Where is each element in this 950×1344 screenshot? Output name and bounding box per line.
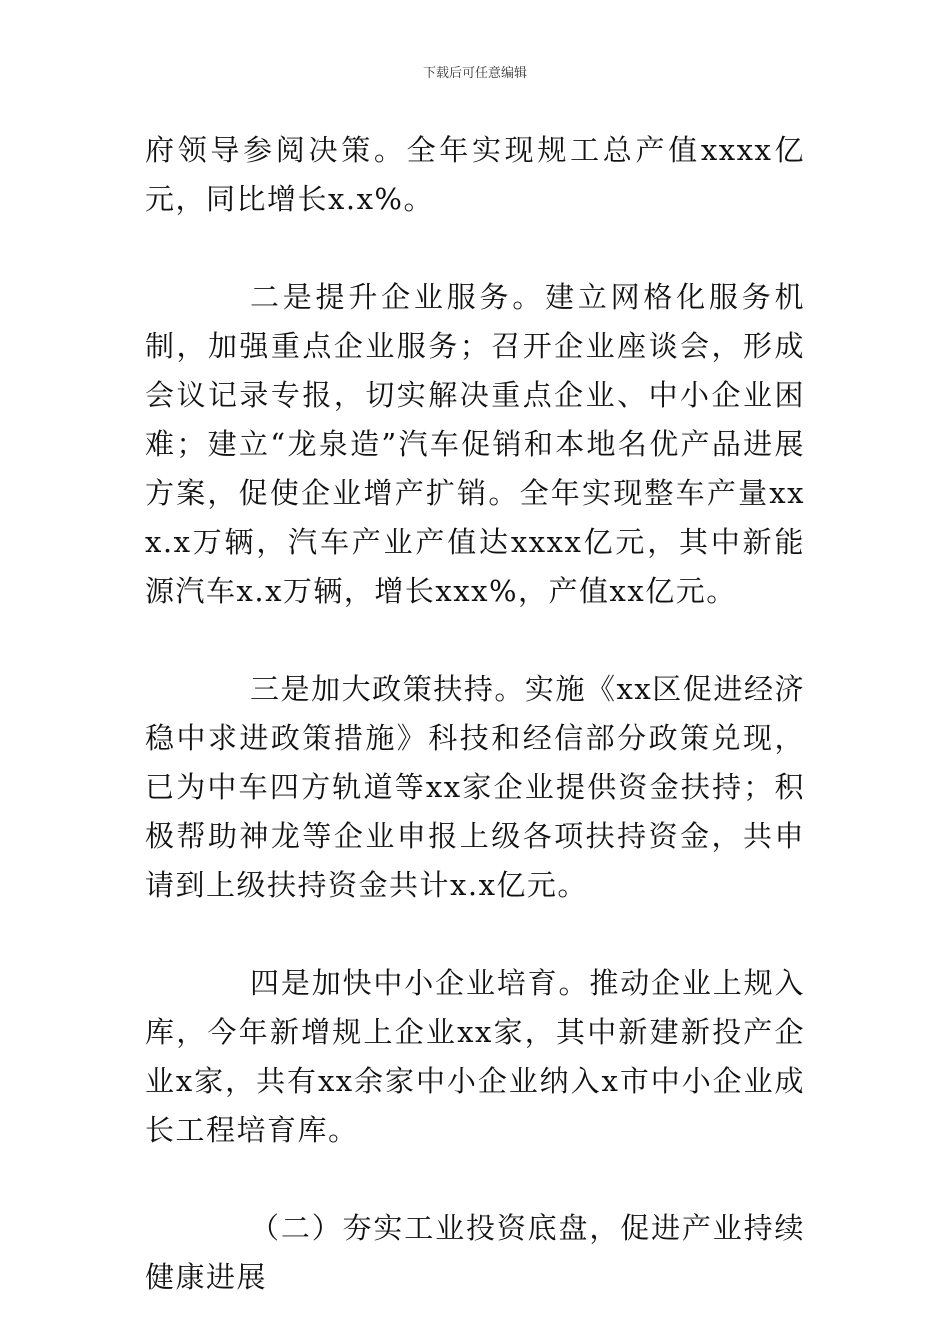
paragraph-enterprise-service: 二是提升企业服务。建立网格化服务机制，加强重点企业服务；召开企业座谈会，形成会议记录专报，切实解决重点企业、中小企业困难；建立“龙泉造”汽车促销和本地名优产品进展方案，促使企业增产扩销。全年实现整车产量xxx.x万辆，汽车产业产值达xxxx亿元，其中新能源汽车x.x万辆，增长xxx%，产值xx亿元。 [145,280,805,608]
page-header: 下载后可任意编辑 [422,66,527,81]
paragraph-sme-cultivation: 四是加快中小企业培育。推动企业上规入库，今年新增规上企业xx家，其中新建新投产企业x家，共有xx余家中小企业纳入x市中小企业成长工程培育库。 [145,966,805,1147]
paragraph-policy-support: 三是加大政策扶持。实施《xx区促进经济稳中求进政策措施》科技和经信部分政策兑现，已为中车四方轨道等xx家企业提供资金扶持；积极帮助神龙等企业申报上级各项扶持资金，共申请到上级扶持资金共计x.x亿元。 [145,672,805,902]
section-heading: （二）夯实工业投资底盘，促进产业持续健康进展 [145,1211,805,1294]
paragraph-continuation: 府领导参阅决策。全年实现规工总产值xxxx亿元，同比增长x.x%。 [145,133,805,216]
document-body [145,126,805,1302]
